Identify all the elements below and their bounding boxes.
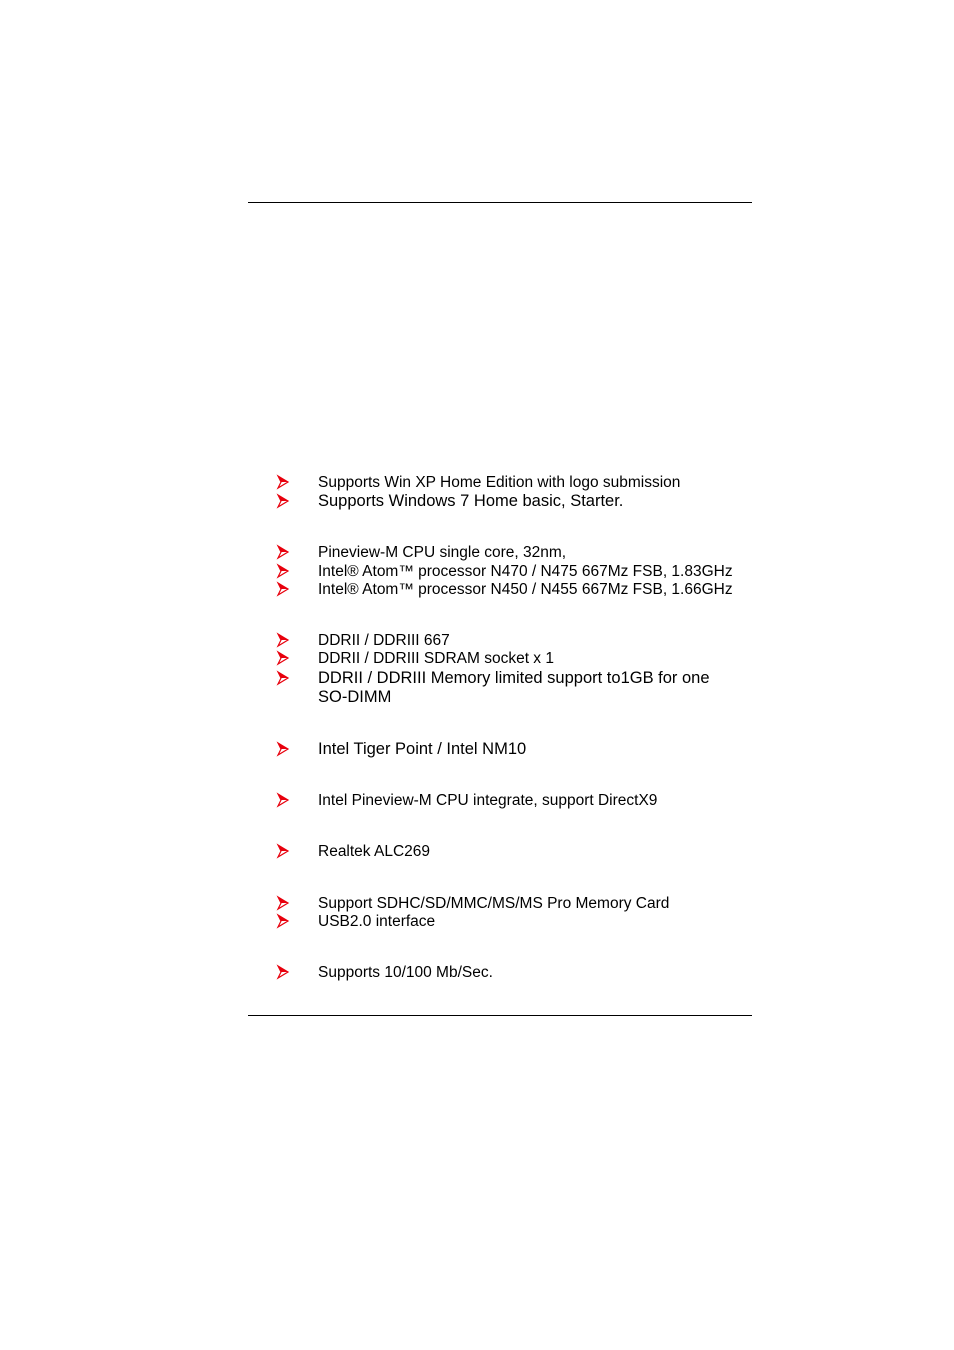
list-item-text: USB2.0 interface	[318, 913, 436, 930]
list-item-text: DDRII / DDRIII SDRAM socket x 1	[318, 650, 554, 667]
list-item-text: Pineview-M CPU single core, 32nm,	[318, 544, 567, 561]
arrowhead-bullet-icon	[276, 650, 290, 666]
arrowhead-bullet-icon	[276, 474, 290, 490]
arrowhead-bullet-icon	[276, 670, 290, 686]
list-item-text: Supports Windows 7 Home basic, Starter.	[318, 492, 624, 510]
arrowhead-bullet-icon	[276, 581, 290, 597]
arrowhead-bullet-icon	[276, 843, 290, 859]
footer-rule	[248, 1015, 752, 1016]
list-item-text: Realtek ALC269	[318, 843, 431, 860]
list-item-text: Intel Pineview-M CPU integrate, support DirectX9	[318, 792, 658, 809]
arrowhead-bullet-icon	[276, 493, 290, 509]
list-item-text: Intel® Atom™ processor N450 / N455 667Mz FSB, 1.66GHz	[318, 581, 733, 598]
list-item-text: Intel® Atom™ processor N470 / N475 667Mz FSB, 1.83GHz	[318, 563, 733, 580]
list-item-text: DDRII / DDRIII Memory limited support to1GB for one SO-DIMM	[318, 669, 710, 706]
list-item-text: Intel Tiger Point / Intel NM10	[318, 740, 527, 758]
list-item-text: Support SDHC/SD/MMC/MS/MS Pro Memory Card	[318, 895, 670, 912]
arrowhead-bullet-icon	[276, 741, 290, 757]
header-rule	[248, 202, 752, 203]
list-item-text: DDRII / DDRIII 667	[318, 632, 450, 649]
arrowhead-bullet-icon	[276, 913, 290, 929]
arrowhead-bullet-icon	[276, 563, 290, 579]
arrowhead-bullet-icon	[276, 964, 290, 980]
arrowhead-bullet-icon	[276, 895, 290, 911]
arrowhead-bullet-icon	[276, 792, 290, 808]
list-item-text: Supports 10/100 Mb/Sec.	[318, 964, 493, 981]
arrowhead-bullet-icon	[276, 632, 290, 648]
arrowhead-bullet-icon	[276, 544, 290, 560]
list-item-text: Supports Win XP Home Edition with logo submission	[318, 474, 681, 491]
